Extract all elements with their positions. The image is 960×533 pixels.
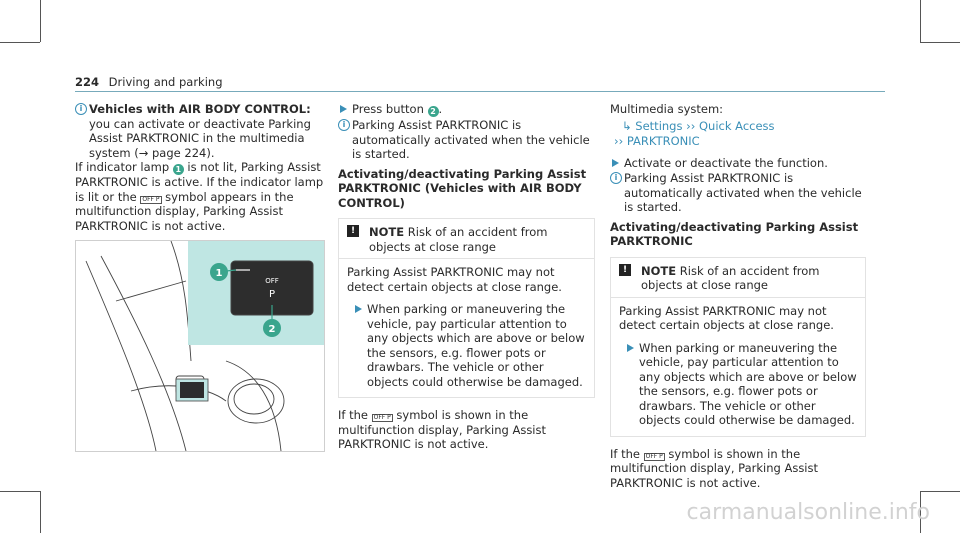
crop-mark bbox=[0, 42, 40, 43]
menu-intro: Multimedia system: bbox=[610, 102, 724, 116]
crop-mark bbox=[920, 0, 921, 42]
menu-parktronic[interactable]: PARKTRONIC bbox=[626, 134, 700, 148]
column-3 bbox=[610, 102, 866, 490]
callout-badge: 1 bbox=[173, 164, 184, 175]
note-box bbox=[338, 218, 595, 398]
step-arrow-icon bbox=[355, 305, 362, 313]
note-body bbox=[339, 259, 594, 397]
parktronic-off-icon: OFF P bbox=[645, 452, 663, 460]
note-header bbox=[339, 219, 594, 259]
note-label: NOTE bbox=[641, 263, 677, 278]
note-title: Risk of an accident from objects at close range bbox=[369, 225, 548, 254]
console-drawing bbox=[76, 241, 324, 451]
section-heading: Activating/deactivating Parking Assist PARKTRONIC bbox=[610, 219, 859, 248]
final-paragraph: If the OFF P symbol is shown in the multifunction display, Parking Assist PARKTRONIC is not active. bbox=[338, 408, 547, 451]
note-box bbox=[610, 257, 866, 437]
note-label: NOTE bbox=[369, 225, 405, 239]
crop-mark bbox=[0, 491, 40, 492]
page-number: 224 bbox=[75, 75, 100, 89]
note-header bbox=[611, 258, 865, 298]
button-p-label: P bbox=[268, 289, 276, 300]
svg-text:1: 1 bbox=[215, 268, 223, 279]
step-arrow-icon bbox=[612, 159, 619, 167]
status-paragraph: If indicator lamp 1 is not lit, Parking Assist PARKTRONIC is active. If the indicator lamp is lit or the OFF P symbol appears in the multifunction display, Parking Assist PARKTRONIC is not active. bbox=[75, 160, 324, 233]
warning-icon: ! bbox=[619, 264, 631, 276]
step-arrow-icon bbox=[340, 105, 347, 113]
column-1 bbox=[75, 102, 325, 233]
parktronic-off-icon: OFF P bbox=[373, 414, 391, 421]
section-title: Driving and parking bbox=[108, 75, 223, 89]
menu-path-2: ›› PARKTRONIC bbox=[614, 134, 700, 148]
step-item: Press button 2 . bbox=[338, 102, 595, 117]
note-paragraph: Parking Assist PARKTRONIC may not detect certain objects at close range. bbox=[619, 303, 834, 332]
info-paragraph: Vehicles with AIR BODY CONTROL: you can activate or deactivate Parking Assist PARKTRONIC in the multimedia system (→ page 224). bbox=[89, 102, 311, 160]
page-header bbox=[75, 75, 223, 90]
final-paragraph: If the OFF P symbol is shown in the multifunction display, Parking Assist PARKTRONIC is not active. bbox=[610, 446, 819, 490]
callout-badge: 2 bbox=[428, 106, 439, 117]
step-item: Activate or deactivate the function. bbox=[610, 156, 866, 171]
menu-path: ↳ Settings ›› Quick Access bbox=[622, 118, 775, 133]
watermark: carmanualsonline.info bbox=[686, 500, 930, 525]
crop-mark bbox=[40, 0, 41, 42]
crop-mark bbox=[920, 42, 960, 43]
note-step: When parking or maneuvering the vehicle, pay particular attention to any objects which are above or below the sensors, e.g. flower pots or drawbars. The vehicle or other objects could otherwise be damaged. bbox=[353, 302, 586, 389]
console-illustration bbox=[75, 240, 325, 452]
note-paragraph: Parking Assist PARKTRONIC may not detect certain objects at close range. bbox=[347, 265, 562, 294]
step-arrow-icon bbox=[627, 344, 634, 352]
crop-mark bbox=[920, 491, 960, 492]
parktronic-off-icon: OFF P bbox=[142, 195, 160, 203]
section-heading: Activating/deactivating Parking Assist PARKTRONIC (Vehicles with AIR BODY CONTROL) bbox=[338, 166, 587, 210]
info-block bbox=[75, 102, 325, 160]
info-icon: i bbox=[75, 103, 87, 115]
warning-icon: ! bbox=[347, 225, 359, 237]
info-block: i Parking Assist PARKTRONIC is automatically activated when the vehicle is started. bbox=[338, 118, 595, 162]
svg-text:2: 2 bbox=[268, 324, 276, 335]
info-icon: i bbox=[338, 119, 350, 131]
header-rule bbox=[75, 91, 885, 92]
info-block: i Parking Assist PARKTRONIC is automatically activated when the vehicle is started. bbox=[610, 171, 866, 215]
menu-quick-access[interactable]: Quick Access bbox=[698, 118, 775, 133]
info-icon: i bbox=[610, 172, 622, 184]
note-body bbox=[611, 298, 865, 436]
crop-mark bbox=[40, 491, 41, 533]
note-title: Risk of an accident from objects at close range bbox=[641, 263, 820, 292]
note-step: When parking or maneuvering the vehicle, pay particular attention to any objects which are above or below the sensors, e.g. flower pots or drawbars. The vehicle or other objects could otherwise be damaged. bbox=[625, 341, 857, 428]
button-off-label: OFF bbox=[265, 277, 279, 285]
menu-settings[interactable]: Settings bbox=[635, 118, 683, 133]
column-2 bbox=[338, 102, 595, 452]
